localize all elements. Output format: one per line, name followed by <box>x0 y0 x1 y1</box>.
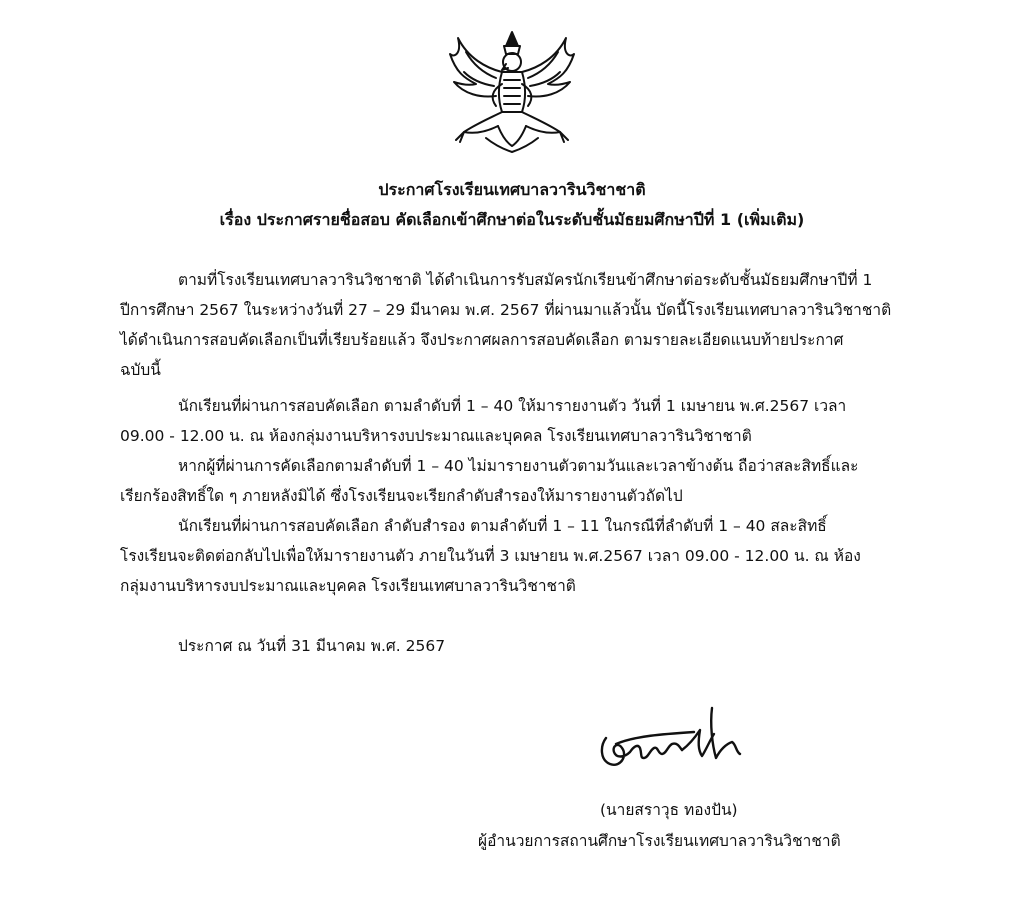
garuda-emblem-icon <box>446 28 578 154</box>
body-line: เรียกร้องสิทธิ์ใด ๆ ภายหลังมิได้ ซึ่งโรงเรียนจะเรียกลำดับสำรองให้มารายงานตัวถัดไป <box>120 487 683 505</box>
handwritten-signature-icon <box>594 700 774 780</box>
body-line: หากผู้ที่ผ่านการคัดเลือกตามลำดับที่ 1 – 40 ไม่มารายงานตัวตามวันและเวลาข้างต้น ถือว่าสละสิทธิ์และ <box>178 457 859 475</box>
signer-name: (นายสราวุธ ทองปัน) <box>600 801 738 819</box>
body-line: 09.00 - 12.00 น. ณ ห้องกลุ่มงานบริหารงบประมาณและบุคคล โรงเรียนเทศบาลวารินวิชาชาติ <box>120 427 752 445</box>
body-line: โรงเรียนจะติดต่อกลับไปเพื่อให้มารายงานตัว ภายในวันที่ 3 เมษายน พ.ศ.2567 เวลา 09.00 - 12.00 น. ณ ห้อง <box>120 547 861 565</box>
body-line: นักเรียนที่ผ่านการสอบคัดเลือก ตามลำดับที่ 1 – 40 ให้มารายงานตัว วันที่ 1 เมษายน พ.ศ.2567 เวลา <box>178 397 847 415</box>
body-line: ปีการศึกษา 2567 ในระหว่างวันที่ 27 – 29 มีนาคม พ.ศ. 2567 ที่ผ่านมาแล้วนั้น บัดนี้โรงเรียนเทศบาลวารินวิชาชาติ <box>120 301 892 319</box>
announcement-title: ประกาศโรงเรียนเทศบาลวารินวิชาชาติ <box>378 180 646 199</box>
body-line: กลุ่มงานบริหารงบประมาณและบุคคล โรงเรียนเทศบาลวารินวิชาชาติ <box>120 577 576 595</box>
body-line: ได้ดำเนินการสอบคัดเลือกเป็นที่เรียบร้อยแล้ว จึงประกาศผลการสอบคัดเลือก ตามรายละเอียดแนบท้ายประกาศ <box>120 331 844 349</box>
body-line: นักเรียนที่ผ่านการสอบคัดเลือก ลำดับสำรอง ตามลำดับที่ 1 – 11 ในกรณีที่ลำดับที่ 1 – 40 สละสิทธิ์ <box>178 517 827 535</box>
announce-date: ประกาศ ณ วันที่ 31 มีนาคม พ.ศ. 2567 <box>178 637 446 655</box>
body-line: ฉบับนี้ <box>120 361 161 379</box>
body-line: ตามที่โรงเรียนเทศบาลวารินวิชาชาติ ได้ดำเนินการรับสมัครนักเรียนข้าศึกษาต่อระดับชั้นมัธยมศึกษาปีที่ 1 <box>178 271 873 289</box>
announcement-subject: เรื่อง ประกาศรายชื่อสอบ คัดเลือกเข้าศึกษาต่อในระดับชั้นมัธยมศึกษาปีที่ 1 (เพิ่มเติม) <box>219 210 805 229</box>
signer-position: ผู้อำนวยการสถานศึกษาโรงเรียนเทศบาลวารินวิชาชาติ <box>478 832 841 850</box>
